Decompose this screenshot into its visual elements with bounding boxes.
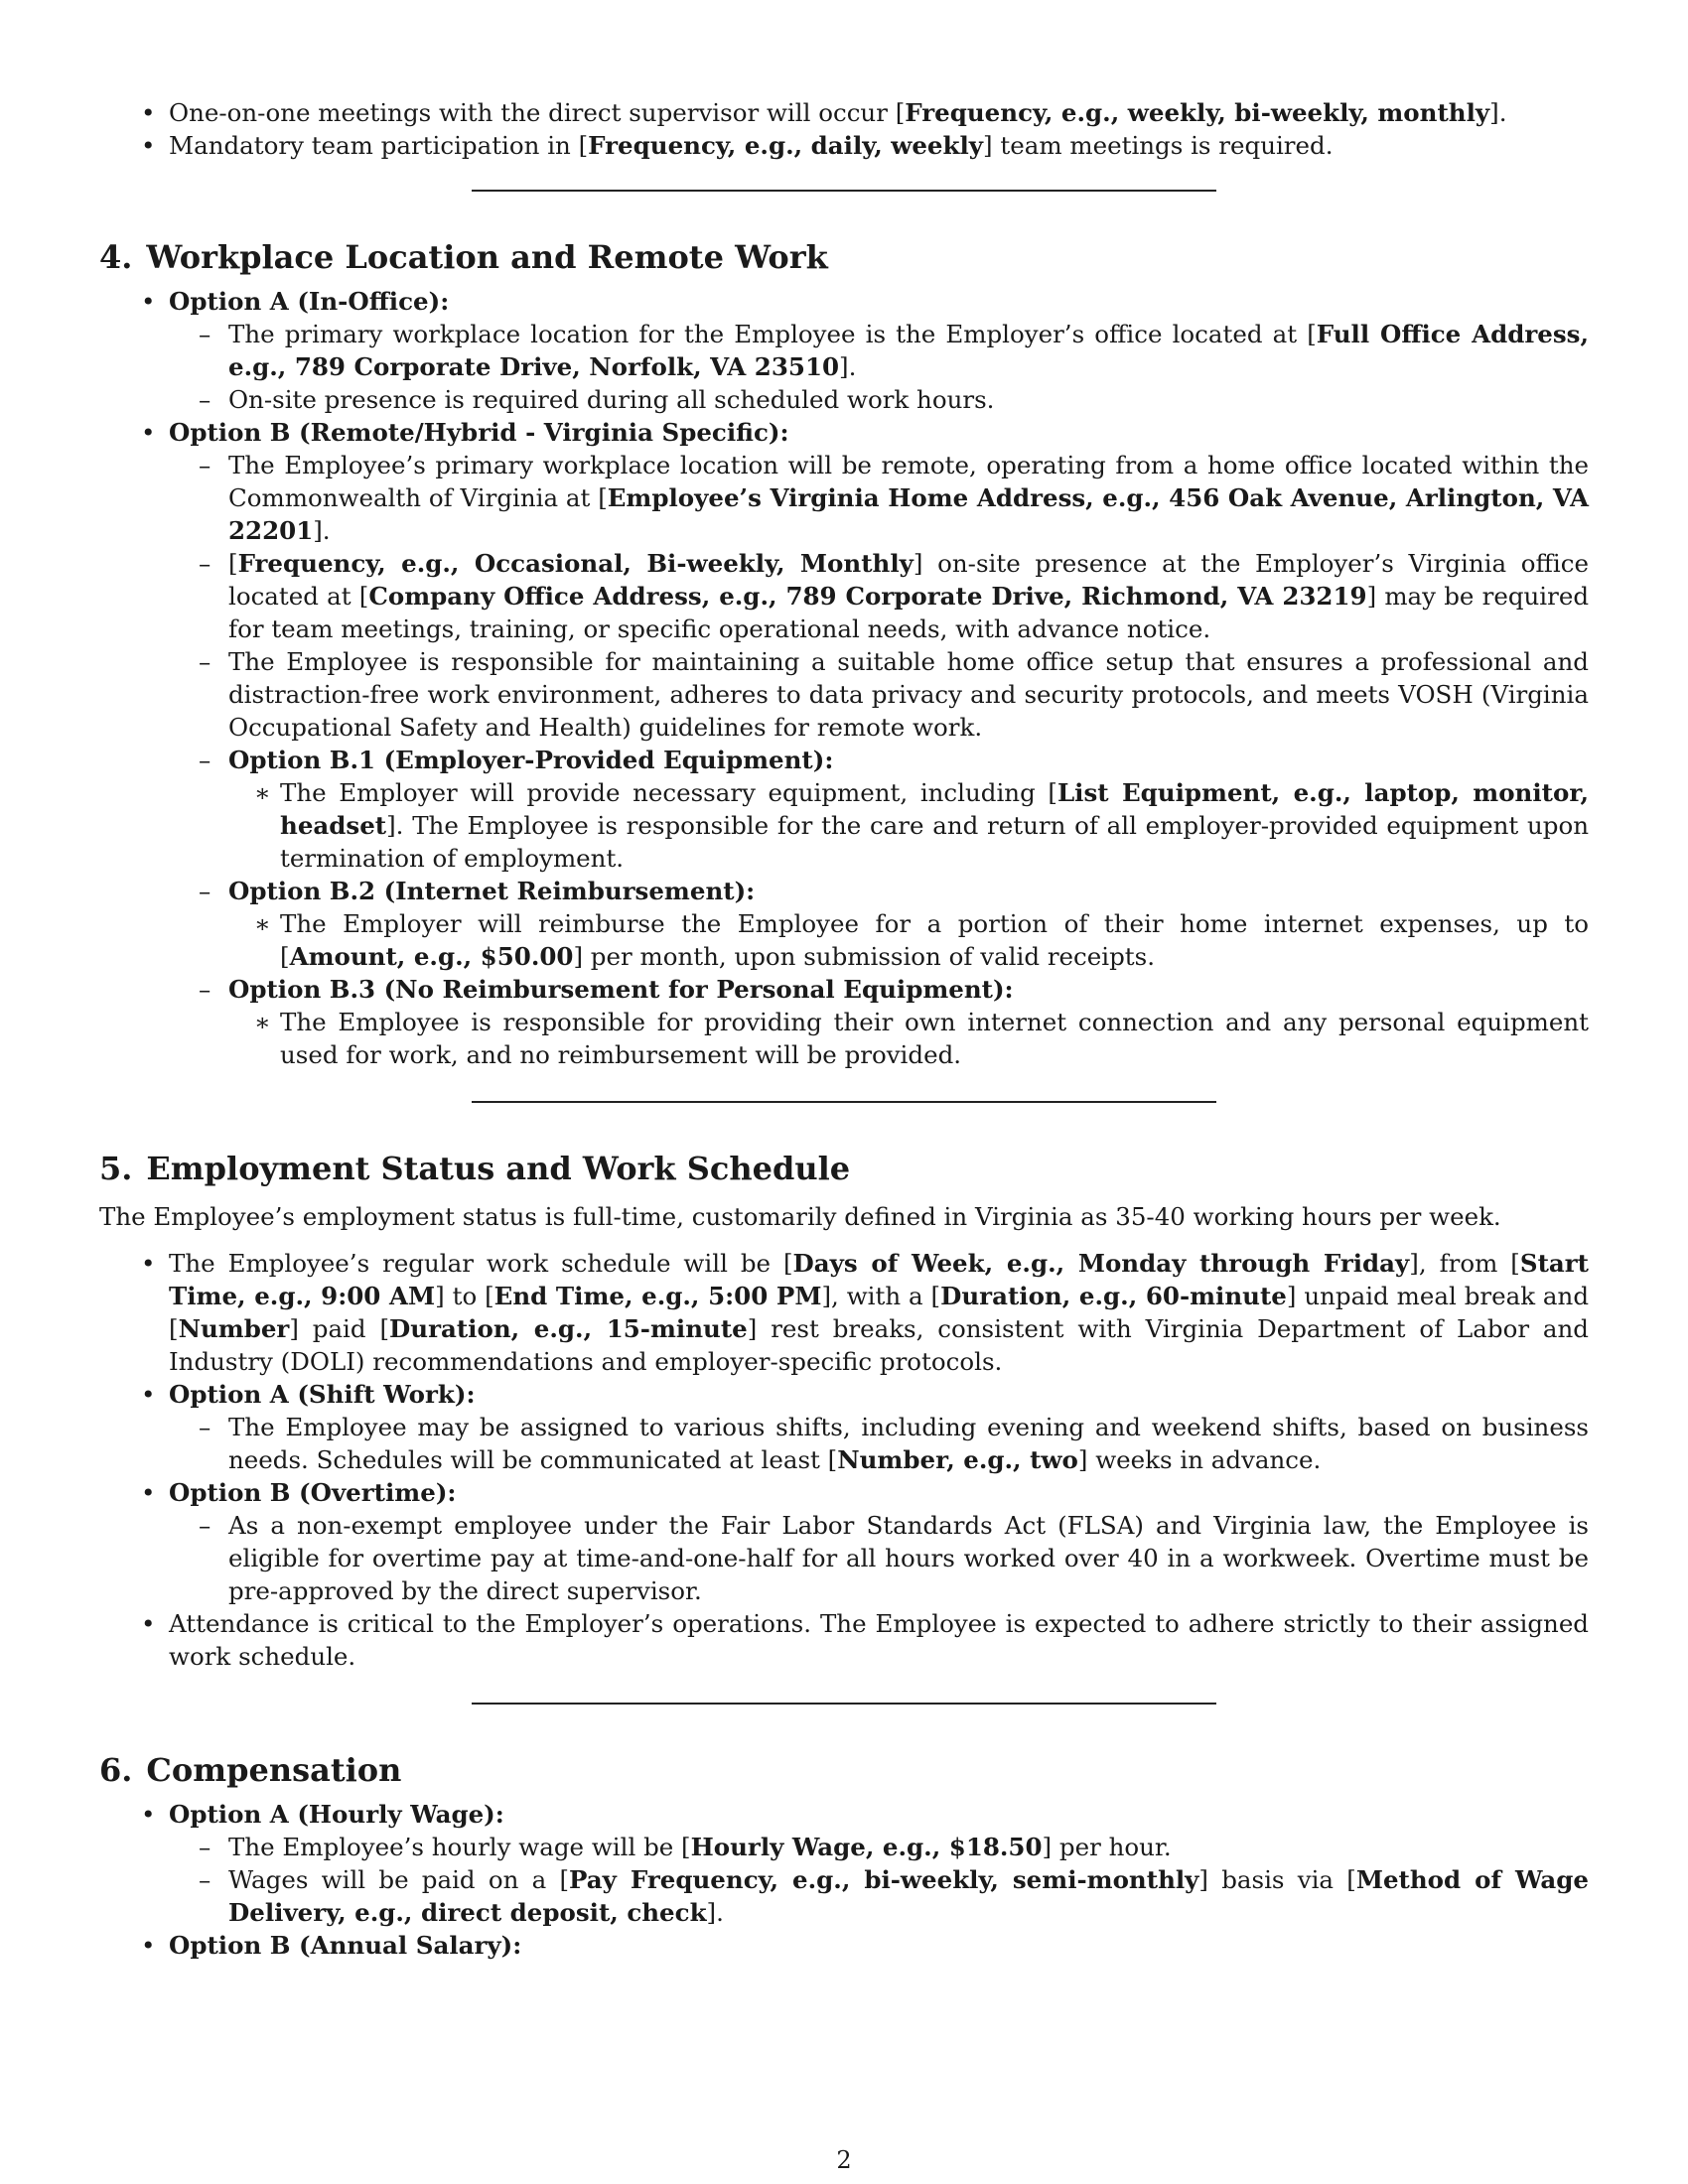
list-item: – Wages will be paid on a [Pay Frequency, e.g., bi-weekly, semi-monthly] basis via [Method of Wage Delivery, e.g., direct deposit, check]. <box>169 1863 1589 1929</box>
list-item: – The Employee’s primary workplace location will be remote, operating from a home office located within the Commonwealth of Virginia at [Employee’s Virginia Home Address, e.g., 456 Oak Avenue, Arlington, VA 22201]. <box>169 449 1589 547</box>
list-item: – [Frequency, e.g., Occasional, Bi-weekly, Monthly] on-site presence at the Employer’s Virginia office located at [Company Office Address, e.g., 789 Corporate Drive, Richmond, VA 23219] may be required for team meetings, training, or specific operational needs, with advance notice. <box>169 547 1589 645</box>
section-5-list <box>99 1247 1589 1673</box>
list-item: ∗ The Employer will provide necessary equipment, including [List Equipment, e.g., laptop, monitor, headset]. The Employee is responsible for the care and return of all employer-provided equipment upon termination of employment. <box>228 776 1589 875</box>
section-4-heading: 4. Workplace Location and Remote Work <box>99 238 828 276</box>
section-divider <box>472 190 1216 192</box>
option-a-item: • Option A (In-Office): – The primary workplace location for the Employee is the Employer’s office located at [Full Office Address, e.g., 789 Corporate Drive, Norfolk, VA 23510]. – On-site presence is required during all scheduled work hours. <box>99 285 1589 416</box>
section-5-intro: The Employee’s employment status is full-time, customarily defined in Virginia as 35-40 working hours per week. <box>99 1202 1501 1231</box>
list-item: – As a non-exempt employee under the Fair Labor Standards Act (FLSA) and Virginia law, the Employee is eligible for overtime pay at time-and-one-half for all hours worked over 40 in a workweek. Overtime must be pre-approved by the direct supervisor. <box>169 1509 1589 1607</box>
option-b-item: • Option B (Remote/Hybrid - Virginia Specific): – The Employee’s primary workplace location will be remote, operating from a home office located within the Commonwealth of Virginia at [Employee’s Virginia Home Address, e.g., 456 Oak Avenue, Arlington, VA 22201]. – [Frequency, e.g., Occasional, Bi-weekly, Monthly] on-site presence at the Employer’s Virginia office located at [Company Office Address, e.g., 789 Corporate Drive, Richmond, VA 23219] may be required for team meetings, training, or specific operational needs, with advance notice. – The Employee is responsible for maintaining a suitable home office setup that ensures a professional and distraction-free work environment, adheres to data privacy and security protocols, and meets VOSH (Virginia Occupational Safety and Health) guidelines for remote work. – Option B.1 (Employer-Provided Equipment): ∗ The Employer will provide necessary equipment, including [List Equipment, e.g., laptop, monitor, headset]. The Employee is responsible for the care and return of all employer-provided equipment upon termination of employment. – Option B.2 (Internet Reimbursement): ∗ The Employer will reimburse the Employee for a portion of their home internet expenses, up to [Amount, e.g., $50.00] per month, upon submission of valid receipts. – Option B.3 (No Reimbursement for Personal Equipment): ∗ The Employee is responsible for providing their own internet connection and any personal equipment used for work, and no reimbursement will be provided. <box>99 416 1589 1071</box>
option-a-item: • Option A (Hourly Wage): – The Employee’s hourly wage will be [Hourly Wage, e.g., $18.50] per hour. – Wages will be paid on a [Pay Frequency, e.g., bi-weekly, semi-monthly] basis via [Method of Wage Delivery, e.g., direct deposit, check]. <box>99 1798 1589 1929</box>
section-divider <box>472 1703 1216 1705</box>
section-6-list <box>99 1798 1589 1962</box>
section-5-heading: 5. Employment Status and Work Schedule <box>99 1150 851 1187</box>
list-item: • Attendance is critical to the Employer’s operations. The Employee is expected to adhere strictly to their assigned work schedule. <box>99 1607 1589 1673</box>
list-item: ∗ The Employer will reimburse the Employee for a portion of their home internet expenses, up to [Amount, e.g., $50.00] per month, upon submission of valid receipts. <box>228 907 1589 973</box>
option-b1-sublist <box>228 776 1589 875</box>
option-b-sublist <box>169 449 1589 1071</box>
section-4-list <box>99 285 1589 1071</box>
option-a-sublist <box>169 1831 1589 1929</box>
list-item: • One-on-one meetings with the direct supervisor will occur [Frequency, e.g., weekly, bi-weekly, monthly]. <box>99 96 1589 129</box>
option-b1-item: – Option B.1 (Employer-Provided Equipment): ∗ The Employer will provide necessary equipment, including [List Equipment, e.g., laptop, monitor, headset]. The Employee is responsible for the care and return of all employer-provided equipment upon termination of employment. <box>169 744 1589 875</box>
option-b-item: • Option B (Overtime): – As a non-exempt employee under the Fair Labor Standards Act (FLSA) and Virginia law, the Employee is eligible for overtime pay at time-and-one-half for all hours worked over 40 in a workweek. Overtime must be pre-approved by the direct supervisor. <box>99 1476 1589 1607</box>
option-b-sublist <box>169 1509 1589 1607</box>
option-b3-sublist <box>228 1006 1589 1071</box>
option-a-item: • Option A (Shift Work): – The Employee may be assigned to various shifts, including evening and weekend shifts, based on business needs. Schedules will be communicated at least [Number, e.g., two] weeks in advance. <box>99 1378 1589 1476</box>
option-b3-item: – Option B.3 (No Reimbursement for Personal Equipment): ∗ The Employee is responsible for providing their own internet connection and any personal equipment used for work, and no reimbursement will be provided. <box>169 973 1589 1071</box>
list-item: – The primary workplace location for the Employee is the Employer’s office located at [Full Office Address, e.g., 789 Corporate Drive, Norfolk, VA 23510]. <box>169 318 1589 383</box>
list-item: • Mandatory team participation in [Frequency, e.g., daily, weekly] team meetings is required. <box>99 129 1589 162</box>
section-6-heading: 6. Compensation <box>99 1751 402 1789</box>
list-item: – The Employee may be assigned to various shifts, including evening and weekend shifts, based on business needs. Schedules will be communicated at least [Number, e.g., two] weeks in advance. <box>169 1411 1589 1476</box>
list-item: – On-site presence is required during all scheduled work hours. <box>169 383 1589 416</box>
option-a-sublist <box>169 318 1589 416</box>
page-content <box>99 96 1589 1962</box>
list-item: • The Employee’s regular work schedule will be [Days of Week, e.g., Monday through Friday], from [Start Time, e.g., 9:00 AM] to [End Time, e.g., 5:00 PM], with a [Duration, e.g., 60-minute] unpaid meal break and [Number] paid [Duration, e.g., 15-minute] rest breaks, consistent with Virginia Department of Labor and Industry (DOLI) recommendations and employer-specific protocols. <box>99 1247 1589 1378</box>
page-number: 2 <box>836 2146 852 2174</box>
section-divider <box>472 1101 1216 1103</box>
list-item: – The Employee’s hourly wage will be [Hourly Wage, e.g., $18.50] per hour. <box>169 1831 1589 1863</box>
list-item: – The Employee is responsible for maintaining a suitable home office setup that ensures a professional and distraction-free work environment, adheres to data privacy and security protocols, and meets VOSH (Virginia Occupational Safety and Health) guidelines for remote work. <box>169 645 1589 744</box>
option-b2-sublist <box>228 907 1589 973</box>
list-item: ∗ The Employee is responsible for providing their own internet connection and any personal equipment used for work, and no reimbursement will be provided. <box>228 1006 1589 1071</box>
meetings-list <box>99 96 1589 162</box>
option-b-item: • Option B (Annual Salary): <box>99 1929 1589 1962</box>
option-b2-item: – Option B.2 (Internet Reimbursement): ∗ The Employer will reimburse the Employee for a portion of their home internet expenses, up to [Amount, e.g., $50.00] per month, upon submission of valid receipts. <box>169 875 1589 973</box>
option-a-sublist <box>169 1411 1589 1476</box>
